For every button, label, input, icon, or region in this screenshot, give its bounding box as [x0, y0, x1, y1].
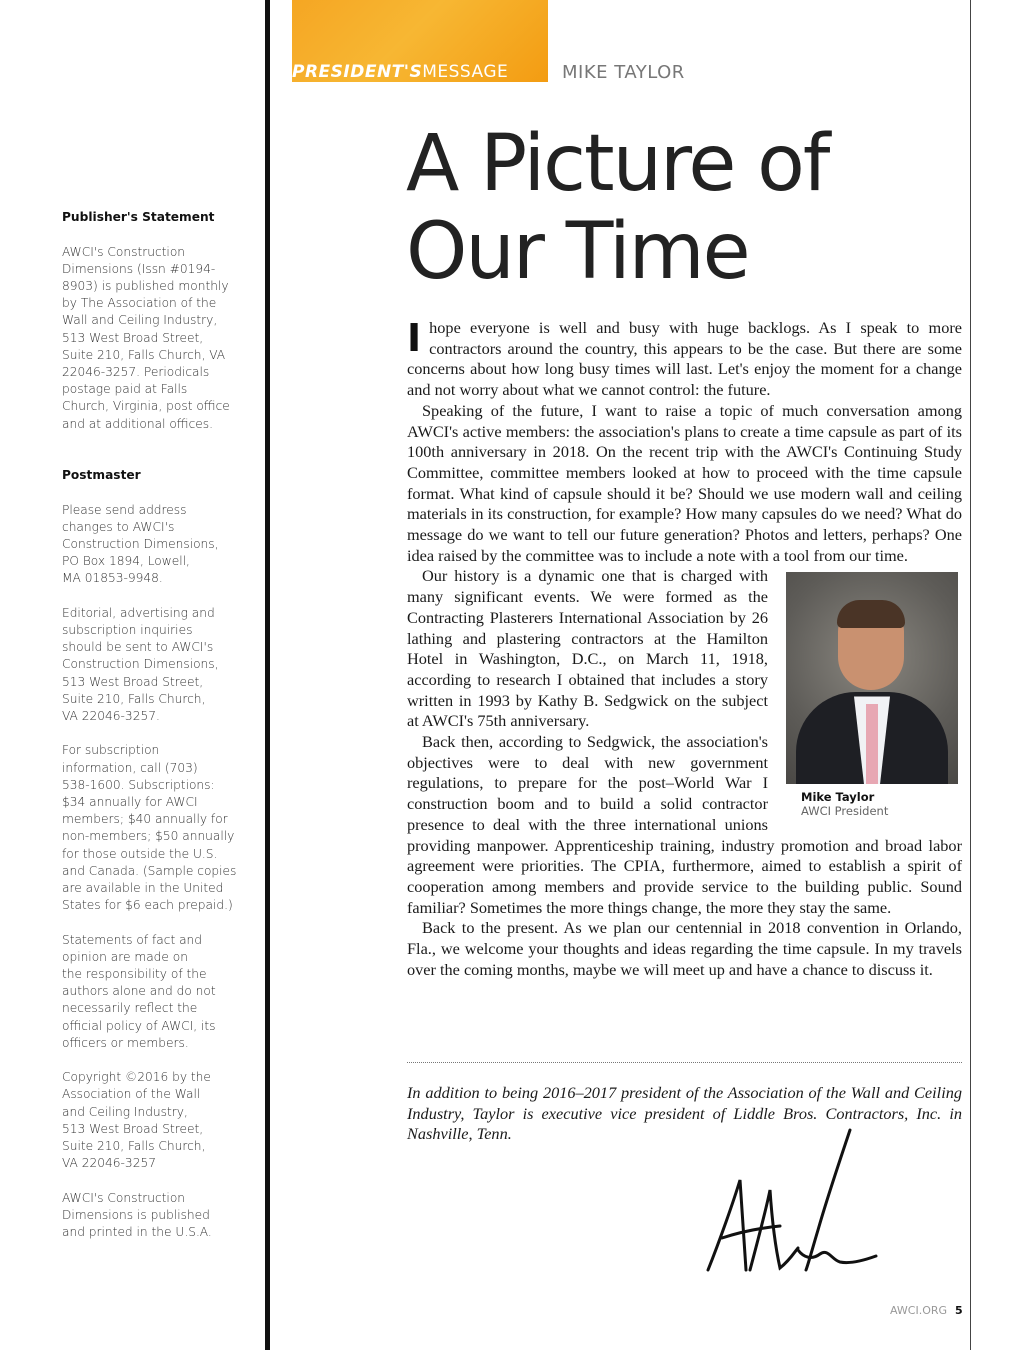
photo-caption-role: AWCI President [801, 804, 889, 819]
signature-graphic [700, 1120, 880, 1300]
author-photo [786, 572, 958, 784]
page-footer [890, 1304, 963, 1317]
drop-cap: I [407, 316, 422, 360]
paragraph-4: Back then, according to Sedgwick, the association's objectives were to deal with new government regulations, to prepare for the post–World War I construction boom and to build a solid contractor presence to deal with the three international unions providing manpower. Apprenticeship training, industry promotion and broad labor agreement were priorities. The CPIA, furthermore, aimed to establish a spirit of cooperation among members and provide service to the building public. Sound familiar? Sometimes the more things change, the more they stay the same. [407, 732, 962, 917]
footer-site: AWCI.ORG [890, 1304, 948, 1317]
publisher-statement [62, 192, 242, 433]
paragraph-3-text: Our history is a dynamic one that is charged with many significant events. We were formed as the Contracting Plasterers International Association by 26 lathing and plastering contractors at the Hamilton Hotel in Washington, D.C., on March 11, 1918, according to research I obtained that includes a story written in 1993 by Kathy B. Sedgwick on the subject at AWCI's 75th anniversary. [407, 566, 768, 731]
title-line-2: Our Time [406, 207, 749, 297]
author-tag: MIKE TAYLOR [562, 62, 685, 83]
copyright-text: Copyright ©2016 by the Association of the Wall and Ceiling Industry, 513 West Broad Street, Suite 210, Falls Church, VA 22046-3257 [62, 1070, 211, 1171]
article-body [407, 318, 962, 981]
dotted-divider [407, 1062, 962, 1063]
sidebar [62, 192, 242, 1258]
postmaster-text: Please send address changes to AWCI's Construction Dimensions, PO Box 1894, Lowell, MA 01853-9948. [62, 502, 219, 586]
vertical-divider [265, 0, 270, 1350]
publisher-heading: Publisher's Statement [62, 210, 215, 225]
printed-text: AWCI's Construction Dimensions is published and printed in the U.S.A. [62, 1190, 212, 1240]
paragraph-2: Speaking of the future, I want to raise a topic of much conversation among AWCI's active members: the association's plans to create a time capsule as part of its 100th anniversary in 2018. On the recent trip with the AWCI's Continuing Study Committee, committee members looked at how to proceed with the time capsule format. What kind of capsule should it be? Should we use modern wall and ceiling materials in its construction, for example? How many capsules do we need? What do message do we want to tell our future generation? Photos and letters, perhaps? One idea raised by the committee was to include a note with a tool from our time. [407, 400, 962, 565]
photo-caption-name: Mike Taylor [801, 790, 875, 805]
title-line-1: A Picture of [406, 119, 829, 209]
editorial-text: Editorial, advertising and subscription inquiries should be sent to AWCI's Construction Dimensions, 513 West Broad Street, Suite 210, Falls Church, VA 22046-3257. [62, 605, 219, 724]
author-photo-figure [786, 572, 974, 818]
section-label-bold: PRESIDENT'S [292, 62, 423, 82]
article-title [406, 120, 966, 296]
section-label-light: MESSAGE [422, 62, 509, 82]
paragraph-1-text: hope everyone is well and busy with huge backlogs. As I speak to more contractors around the country, this appears to be the case. But there are some concerns about how long busy times will last. Let's enjoy the moment for a change and not worry about what we cannot control: the future. [407, 318, 962, 400]
photo-hair [837, 600, 905, 628]
postmaster [62, 450, 242, 588]
postmaster-heading: Postmaster [62, 468, 141, 483]
author-bio: In addition to being 2016–2017 president of the Association of the Wall and Ceiling Industry, Taylor is executive vice president of Liddle Bros. Contractors, Inc. in Nashville, Tenn. [407, 1083, 962, 1144]
subscription-text: For subscription information, call (703) 538-1600. Subscriptions: $34 annually for AWCI members; $40 annually for non-members; $50 annually for those outside the U.S. and Canada. (Sample copies are available in the United States for $6 each prepaid.) [62, 743, 237, 913]
photo-tie [866, 704, 878, 784]
page-number: 5 [955, 1304, 963, 1317]
paragraph-1 [407, 318, 962, 401]
section-label [292, 62, 508, 82]
paragraph-5: Back to the present. As we plan our centennial in 2018 convention in Orlando, Fla., we welcome your thoughts and ideas regarding the time capsule. In my travels over the coming months, maybe we will meet up and have a chance to discuss it. [407, 918, 962, 979]
paragraph-3 [407, 566, 962, 819]
statements-text: Statements of fact and opinion are made on the responsibility of the authors alone and do not necessarily reflect the official policy of AWCI, its officers or members. [62, 932, 216, 1050]
publisher-text: AWCI's Construction Dimensions (Issn #0194- 8903) is published monthly by The Association of the Wall and Ceiling Industry, 513 West Broad Street, Suite 210, Falls Church, VA 22046-3257. Periodicals postage paid at Falls Church, Virginia, post office and at additional offices. [62, 244, 230, 431]
